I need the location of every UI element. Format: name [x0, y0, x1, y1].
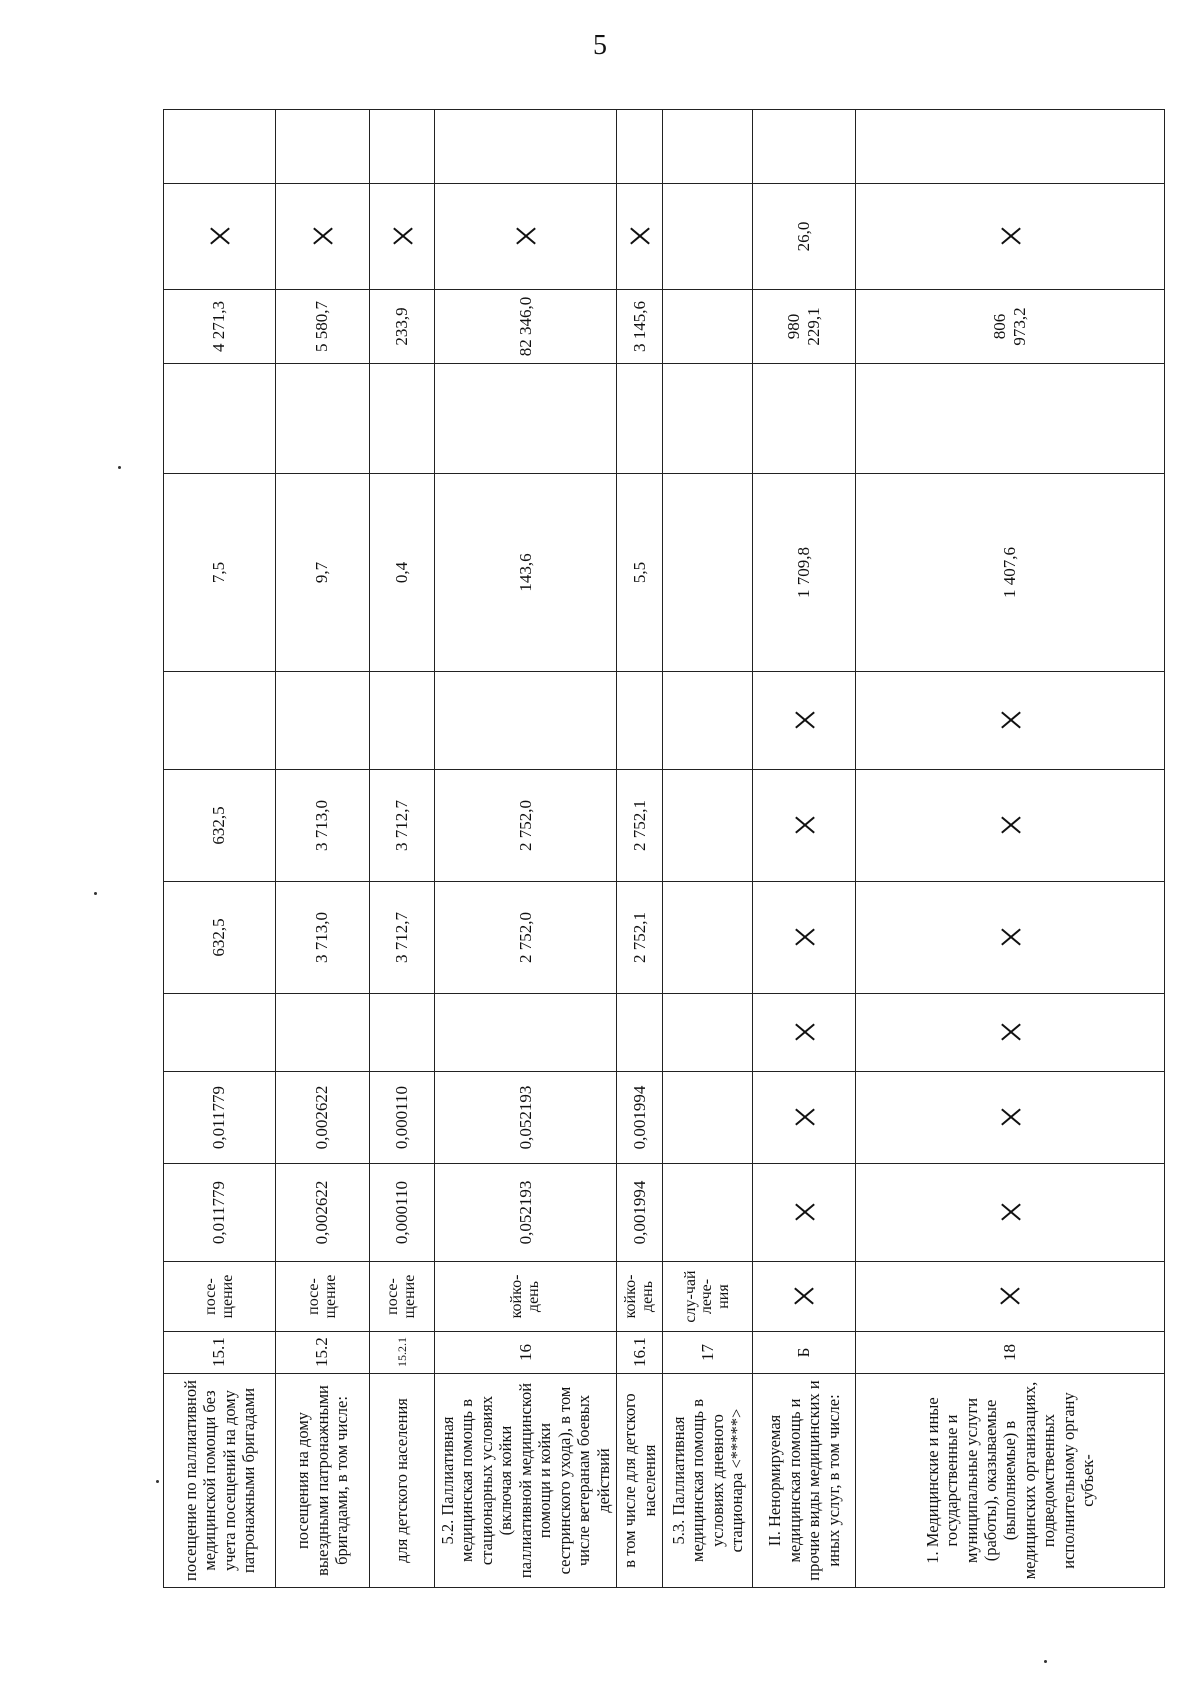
- value-cell-v11: [435, 110, 617, 184]
- unit-cell: койко-день: [435, 1262, 617, 1332]
- value-cell-v10: [164, 184, 276, 290]
- value-cell-v11: [370, 110, 435, 184]
- value-cell-v5: 2 752,1: [617, 770, 663, 882]
- value-cell-v8: [753, 364, 856, 474]
- value-cell-v1: 0,001994: [617, 1164, 663, 1262]
- cross-mark: [1001, 1109, 1021, 1127]
- value-cell-v9: 806 973,2: [856, 290, 1165, 364]
- value-cell-v6: [370, 672, 435, 770]
- value-cell-v8: [276, 364, 370, 474]
- value-cell-v6: [164, 672, 276, 770]
- value-cell-v3: [276, 994, 370, 1072]
- value-cell-v1: 0,000110: [370, 1164, 435, 1262]
- row-code-cell: 18: [856, 1332, 1165, 1374]
- value-cell-v7: 1 407,6: [856, 474, 1165, 672]
- value-cell-v1: 0,011779: [164, 1164, 276, 1262]
- value-cell-v2: 0,011779: [164, 1072, 276, 1164]
- value-cell-v1: [856, 1164, 1165, 1262]
- row-name-cell: посещения на дому выездными патронажными бригадами, в том числе:: [276, 1374, 370, 1588]
- value-cell-v2: 0,000110: [370, 1072, 435, 1164]
- row-name-cell: для детского населения: [370, 1374, 435, 1588]
- value-cell-v7: 5,5: [617, 474, 663, 672]
- unit-cell: слу-чай лече-ния: [663, 1262, 753, 1332]
- scan-speck: [156, 1480, 159, 1483]
- value-cell-v7: [663, 474, 753, 672]
- value-cell-v4: 2 752,0: [435, 882, 617, 994]
- value-cell-v5: 2 752,0: [435, 770, 617, 882]
- value-cell-v5: 3 712,7: [370, 770, 435, 882]
- unit-cell: [753, 1262, 856, 1332]
- value-cell-v3: [435, 994, 617, 1072]
- row-name-cell: посещение по паллиативной медицинской помощи без учета посещений на дому патронажными бригадами: [164, 1374, 276, 1588]
- value-cell-v2: 0,001994: [617, 1072, 663, 1164]
- cross-mark: [795, 712, 815, 730]
- value-cell-v8: [663, 364, 753, 474]
- value-cell-v9: 233,9: [370, 290, 435, 364]
- value-cell-v1: [663, 1164, 753, 1262]
- cross-mark: [1000, 1288, 1020, 1306]
- cross-mark: [795, 1204, 815, 1222]
- value-cell-v6: [276, 672, 370, 770]
- value-cell-v5: [753, 770, 856, 882]
- value-cell-v5: 632,5: [164, 770, 276, 882]
- cross-mark: [210, 228, 230, 246]
- table-row: [617, 110, 663, 1588]
- row-name-cell: 5.2. Паллиативная медицинская помощь в стационарных условиях (включая койки паллиативной медицинской помощи и койки сестринского ухода), в том числе ветеранам боевых действий: [435, 1374, 617, 1588]
- row-name-cell: в том числе для детского населения: [617, 1374, 663, 1588]
- value-cell-v9: 4 271,3: [164, 290, 276, 364]
- value-cell-v9: 3 145,6: [617, 290, 663, 364]
- value-cell-v11: [164, 110, 276, 184]
- table-row: [164, 110, 276, 1588]
- scan-speck: [1044, 1660, 1047, 1663]
- value-cell-v3: [164, 994, 276, 1072]
- row-code-cell: 15.1: [164, 1332, 276, 1374]
- value-cell-v3: [856, 994, 1165, 1072]
- row-name-cell: 1. Медицинские и иные государственные и муниципальные услуги (работы), оказываемые (выполняемые) в медицинских организациях, подведомственных исполнительному органу субъек-: [856, 1374, 1165, 1588]
- unit-cell: посе-щение: [370, 1262, 435, 1332]
- cross-mark: [313, 228, 333, 246]
- value-cell-v10: [276, 184, 370, 290]
- table-row: [856, 110, 1165, 1588]
- cross-mark: [393, 228, 413, 246]
- cross-mark: [1001, 1204, 1021, 1222]
- value-cell-v3: [370, 994, 435, 1072]
- value-cell-v8: [617, 364, 663, 474]
- table-row: [663, 110, 753, 1588]
- cross-mark: [1001, 1024, 1021, 1042]
- value-cell-v7: 7,5: [164, 474, 276, 672]
- value-cell-v1: 0,052193: [435, 1164, 617, 1262]
- unit-cell: посе-щение: [276, 1262, 370, 1332]
- value-cell-v2: [856, 1072, 1165, 1164]
- value-cell-v6: [856, 672, 1165, 770]
- value-cell-v3: [753, 994, 856, 1072]
- value-cell-v6: [435, 672, 617, 770]
- value-cell-v7: 0,4: [370, 474, 435, 672]
- cross-mark: [795, 817, 815, 835]
- row-name-cell: II. Ненормируемая медицинская помощь и прочие виды медицинских и иных услуг, в том числе:: [753, 1374, 856, 1588]
- value-cell-v4: 3 713,0: [276, 882, 370, 994]
- cross-mark: [1001, 712, 1021, 730]
- value-cell-v10: [435, 184, 617, 290]
- data-table: [163, 109, 1165, 1588]
- row-code-cell: 16.1: [617, 1332, 663, 1374]
- value-cell-v1: [753, 1164, 856, 1262]
- table-row: [435, 110, 617, 1588]
- row-code-cell: Б: [753, 1332, 856, 1374]
- value-cell-v4: 2 752,1: [617, 882, 663, 994]
- row-code-cell: 15.2.1: [370, 1332, 435, 1374]
- value-cell-v10: [617, 184, 663, 290]
- scan-speck: [118, 466, 121, 469]
- value-cell-v11: [856, 110, 1165, 184]
- value-cell-v5: [856, 770, 1165, 882]
- cross-mark: [795, 929, 815, 947]
- value-cell-v11: [753, 110, 856, 184]
- value-cell-v11: [276, 110, 370, 184]
- cross-mark: [1001, 228, 1021, 246]
- unit-cell: койко-день: [617, 1262, 663, 1332]
- cross-mark: [630, 228, 650, 246]
- value-cell-v4: [753, 882, 856, 994]
- unit-cell: посе-щение: [164, 1262, 276, 1332]
- value-cell-v10: [370, 184, 435, 290]
- value-cell-v1: 0,002622: [276, 1164, 370, 1262]
- value-cell-v7: 9,7: [276, 474, 370, 672]
- cross-mark: [516, 228, 536, 246]
- value-cell-v10: [856, 184, 1165, 290]
- value-cell-v7: 1 709,8: [753, 474, 856, 672]
- value-cell-v7: 143,6: [435, 474, 617, 672]
- table-row: [276, 110, 370, 1588]
- page-number: 5: [593, 30, 607, 61]
- rotated-table-frame: [163, 110, 1126, 1588]
- row-code-cell: 17: [663, 1332, 753, 1374]
- cross-mark: [1001, 817, 1021, 835]
- row-code-cell: 15.2: [276, 1332, 370, 1374]
- value-cell-v9: [663, 290, 753, 364]
- value-cell-v8: [164, 364, 276, 474]
- rotated-table-content: [163, 110, 1126, 1588]
- value-cell-v9: 82 346,0: [435, 290, 617, 364]
- value-cell-v6: [617, 672, 663, 770]
- value-cell-v4: [663, 882, 753, 994]
- value-cell-v2: 0,002622: [276, 1072, 370, 1164]
- cross-mark: [795, 1024, 815, 1042]
- value-cell-v4: 632,5: [164, 882, 276, 994]
- value-cell-v9: 980 229,1: [753, 290, 856, 364]
- value-cell-v8: [856, 364, 1165, 474]
- value-cell-v4: 3 712,7: [370, 882, 435, 994]
- table-row: [753, 110, 856, 1588]
- value-cell-v5: [663, 770, 753, 882]
- value-cell-v3: [617, 994, 663, 1072]
- value-cell-v6: [663, 672, 753, 770]
- cross-mark: [794, 1288, 814, 1306]
- value-cell-v4: [856, 882, 1165, 994]
- value-cell-v9: 5 580,7: [276, 290, 370, 364]
- table-row: [370, 110, 435, 1588]
- row-code-cell: 16: [435, 1332, 617, 1374]
- cross-mark: [1001, 929, 1021, 947]
- scan-speck: [94, 892, 97, 895]
- value-cell-v8: [370, 364, 435, 474]
- unit-cell: [856, 1262, 1165, 1332]
- value-cell-v11: [663, 110, 753, 184]
- cross-mark: [795, 1109, 815, 1127]
- value-cell-v2: [663, 1072, 753, 1164]
- value-cell-v2: 0,052193: [435, 1072, 617, 1164]
- value-cell-v2: [753, 1072, 856, 1164]
- value-cell-v8: [435, 364, 617, 474]
- value-cell-v10: [663, 184, 753, 290]
- value-cell-v11: [617, 110, 663, 184]
- value-cell-v6: [753, 672, 856, 770]
- value-cell-v10: 26,0: [753, 184, 856, 290]
- row-name-cell: 5.3. Паллиативная медицинская помощь в условиях дневного стационара <*****>: [663, 1374, 753, 1588]
- value-cell-v5: 3 713,0: [276, 770, 370, 882]
- value-cell-v3: [663, 994, 753, 1072]
